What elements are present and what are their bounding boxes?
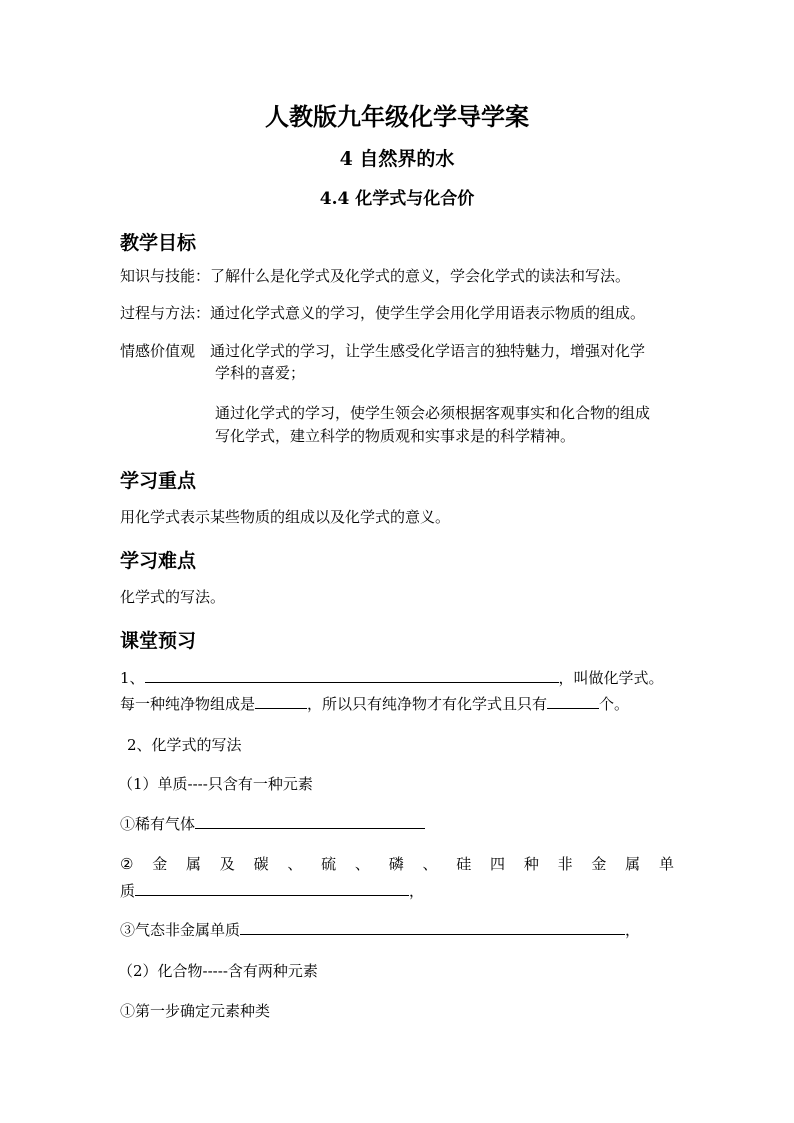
objective-emotion-line1: 通过化学式的学习，让学生感受化学语言的独特魅力，增强对化学 (210, 342, 646, 360)
objective-emotion-label: 情感价值观 (120, 342, 196, 360)
answer-blank-metal[interactable] (135, 880, 409, 896)
question-2-2: （2）化合物-----含有两种元素 (118, 962, 318, 980)
question-2-1b-suffix: ， (409, 882, 425, 900)
preview-heading: 课堂预习 (120, 630, 197, 652)
question-2-2a: ①第一步确定元素种类 (120, 1002, 271, 1020)
justified-char: 、 (422, 855, 438, 873)
section-title: 4.4 化学式与化合价 (319, 189, 475, 209)
chapter-title: 4 自然界的水 (339, 148, 455, 170)
question-2-1c-label: ③气态非金属单质 (120, 921, 241, 939)
justified-char: ② (120, 855, 134, 873)
question-2: 2、化学式的写法 (127, 736, 242, 754)
justified-char: 四 (490, 855, 506, 873)
justified-char: 硫 (321, 855, 337, 873)
answer-blank-composition[interactable] (255, 693, 307, 709)
justified-char: 属 (186, 855, 202, 873)
justified-char: 、 (287, 855, 303, 873)
difficulties-heading: 学习难点 (120, 550, 197, 572)
question-1-suffix: ，叫做化学式。 (558, 669, 664, 687)
question-2-1b-prefix: 质 (120, 882, 136, 900)
justified-char: 磷 (388, 855, 404, 873)
justified-char: 金 (152, 855, 168, 873)
objective-emotion-line2: 学科的喜爱； (215, 364, 306, 382)
difficulties-text: 化学式的写法。 (120, 588, 226, 606)
question-2-1c-suffix: ， (625, 921, 641, 939)
justified-char: 碳 (253, 855, 269, 873)
justified-char: 种 (523, 855, 539, 873)
justified-char: 、 (354, 855, 370, 873)
justified-char: 非 (557, 855, 573, 873)
question-2-1a (120, 813, 425, 835)
key-points-heading: 学习重点 (120, 470, 197, 492)
question-1b (120, 693, 629, 715)
key-points-text: 用化学式表示某些物质的组成以及化学式的意义。 (120, 508, 451, 526)
question-1b-part2: ，所以只有纯净物才有化学式且只有 (307, 695, 548, 713)
document-title: 人教版九年级化学导学案 (265, 102, 529, 131)
answer-blank-definition[interactable] (145, 667, 559, 683)
question-1 (120, 667, 664, 689)
justified-char: 金 (591, 855, 607, 873)
justified-char: 硅 (456, 855, 472, 873)
objectives-heading: 教学目标 (120, 232, 197, 254)
answer-blank-noble-gas[interactable] (195, 813, 425, 829)
question-2-1b-line1 (120, 853, 674, 875)
question-2-1: （1）单质----只含有一种元素 (118, 775, 313, 793)
justified-char: 及 (219, 855, 235, 873)
question-1b-part1: 每一种纯净物组成是 (120, 695, 256, 713)
justified-char: 属 (625, 855, 641, 873)
objective-process: 过程与方法：通过化学式意义的学习，使学生学会用化学用语表示物质的组成。 (120, 304, 646, 322)
question-2-1a-label: ①稀有气体 (120, 815, 196, 833)
answer-blank-count[interactable] (547, 693, 599, 709)
objective-emotion-line3: 通过化学式的学习，使学生领会必须根据客观事实和化合物的组成 (215, 404, 651, 422)
question-2-1c (120, 919, 640, 941)
answer-blank-gaseous-nonmetal[interactable] (240, 919, 625, 935)
question-1b-part3: 个。 (599, 695, 630, 713)
objective-emotion-line4: 写化学式，建立科学的物质观和实事求是的科学精神。 (215, 427, 576, 445)
question-1-prefix: 1、 (120, 669, 145, 687)
justified-char: 单 (658, 855, 674, 873)
objective-knowledge: 知识与技能：了解什么是化学式及化学式的意义，学会化学式的读法和写法。 (120, 267, 631, 285)
question-2-1b-line2 (120, 880, 424, 902)
